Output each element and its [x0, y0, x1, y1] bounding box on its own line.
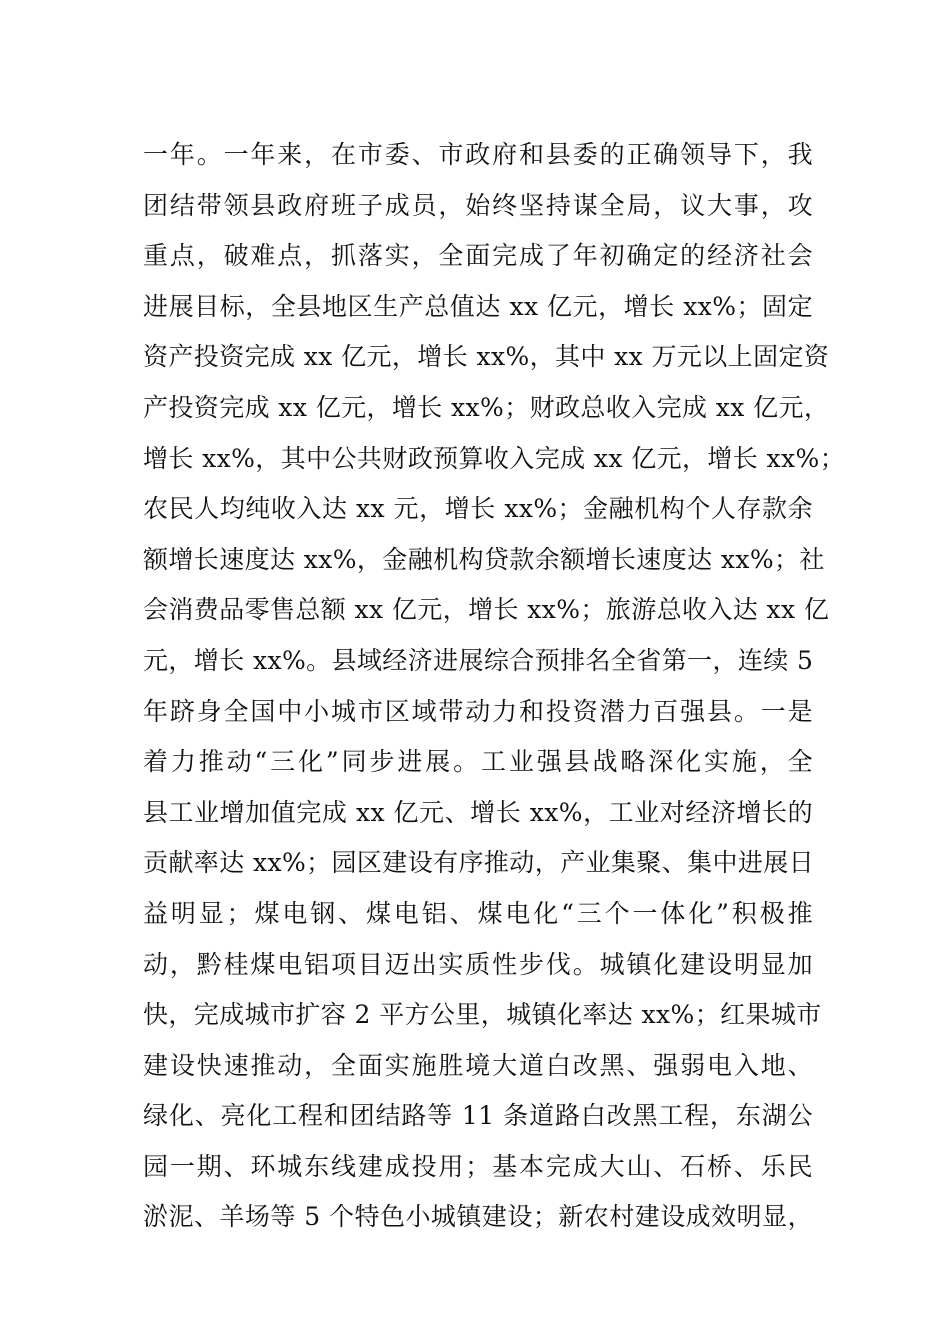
text-line-1: 一年。一年来，在市委、市政府和县委的正确领导下，我 [143, 140, 813, 169]
body-text [143, 130, 846, 1243]
text-line-17: 动，黔桂煤电铝项目迈出实质性步伐。城镇化建设明显加 [143, 949, 813, 979]
text-line-5: 资产投资完成 xx 亿元，增长 xx%，其中 xx 万元以上固定资 [143, 342, 830, 372]
text-line-16: 益明显；煤电钢、煤电铝、煤电化“三个一体化”积极推 [143, 898, 813, 928]
text-line-22: 淤泥、羊场等 5 个特色小城镇建设；新农村建设成效明显， [143, 1202, 813, 1232]
text-line-12: 年跻身全国中小城市区域带动力和投资潜力百强县。一是 [143, 696, 813, 726]
text-line-20: 绿化、亮化工程和团结路等 11 条道路白改黑工程，东湖公 [143, 1101, 813, 1131]
text-line-9: 额增长速度达 xx%，金融机构贷款余额增长速度达 xx%；社 [143, 544, 825, 574]
text-line-18: 快，完成城市扩容 2 平方公里，城镇化率达 xx%；红果城市 [143, 1000, 822, 1030]
text-line-21: 园一期、环城东线建成投用；基本完成大山、石桥、乐民 [143, 1151, 813, 1181]
text-line-14: 县工业增加值完成 xx 亿元、增长 xx%，工业对经济增长的 [143, 797, 813, 827]
text-line-3: 重点，破难点，抓落实，全面完成了年初确定的经济社会 [143, 241, 813, 271]
text-line-13: 着力推动“三化”同步进展。工业强县战略深化实施，全 [143, 747, 813, 777]
text-line-4: 进展目标，全县地区生产总值达 xx 亿元，增长 xx%；固定 [143, 291, 813, 321]
text-line-2: 团结带领县政府班子成员，始终坚持谋全局，议大事，攻 [143, 190, 813, 220]
text-line-10: 会消费品零售总额 xx 亿元，增长 xx%；旅游总收入达 xx 亿 [143, 595, 830, 625]
text-line-19: 建设快速推动，全面实施胜境大道白改黑、强弱电入地、 [143, 1050, 813, 1080]
text-line-8: 农民人均纯收入达 xx 元，增长 xx%；金融机构个人存款余 [143, 494, 813, 524]
text-line-15: 贡献率达 xx%；园区建设有序推动，产业集聚、集中进展日 [143, 848, 815, 878]
text-line-6: 产投资完成 xx 亿元，增长 xx%；财政总收入完成 xx 亿元， [143, 392, 830, 422]
text-line-7: 增长 xx%，其中公共财政预算收入完成 xx 亿元，增长 xx%； [143, 443, 846, 473]
text-line-11: 元，增长 xx%。县域经济进展综合预排名全省第一，连续 5 [143, 645, 814, 675]
